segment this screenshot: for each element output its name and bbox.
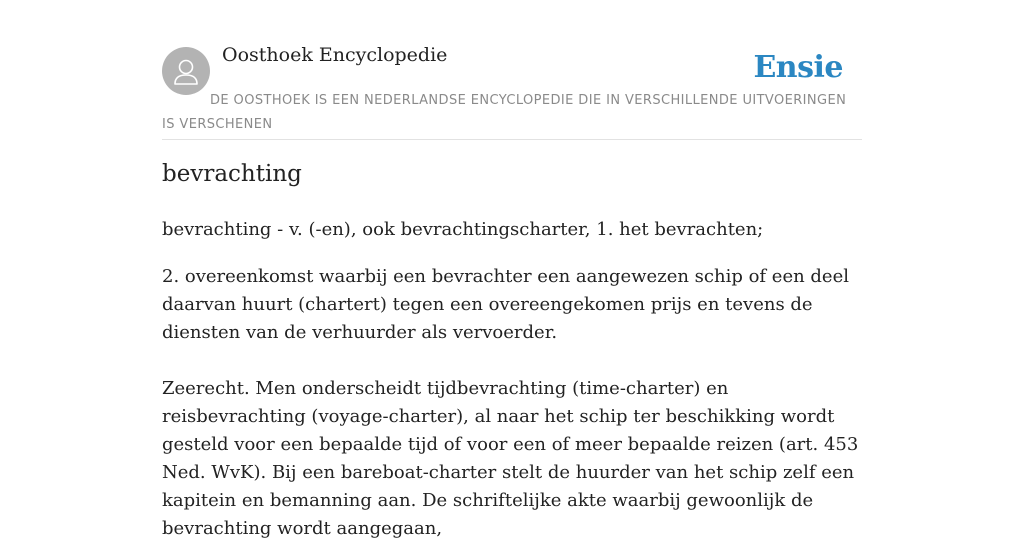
avatar[interactable] <box>162 47 210 95</box>
entry-paragraph: Zeerecht. Men onderscheidt tijdbevrachting (time-charter) en reisbevrachting (voyage-charter), al naar het schip ter beschikking wordt gesteld voor een bepaalde tijd of voor een of meer bepaalde reizen (art. 453 Ned. WvK). Bij een bareboat-charter stelt de huurder van het schip zelf een kapitein en bemanning aan. De schriftelijke akte waarbij gewoonlijk de bevrachting wordt aangegaan, <box>162 378 859 539</box>
source-description: DE OOSTHOEK IS EEN NEDERLANDSE ENCYCLOPEDIE DIE IN VERSCHILLENDE UITVOERINGEN IS VERSCHENEN <box>162 93 847 132</box>
source-header <box>162 0 862 140</box>
user-avatar-icon <box>162 47 210 95</box>
content-container <box>162 0 862 539</box>
source-name-link[interactable]: Oosthoek Encyclopedie <box>222 44 448 66</box>
ensie-logo[interactable]: Ensie <box>753 50 843 85</box>
entry-paragraph: bevrachting - v. (-en), ook bevrachtingscharter, 1. het bevrachten; <box>162 219 764 240</box>
entry-title: bevrachting <box>162 161 302 187</box>
entry-paragraph: 2. overeenkomst waarbij een bevrachter een aangewezen schip of een deel daarvan huurt (chartert) tegen een overeengekomen prijs en tevens de diensten van de verhuurder als vervoerder. <box>162 266 849 343</box>
